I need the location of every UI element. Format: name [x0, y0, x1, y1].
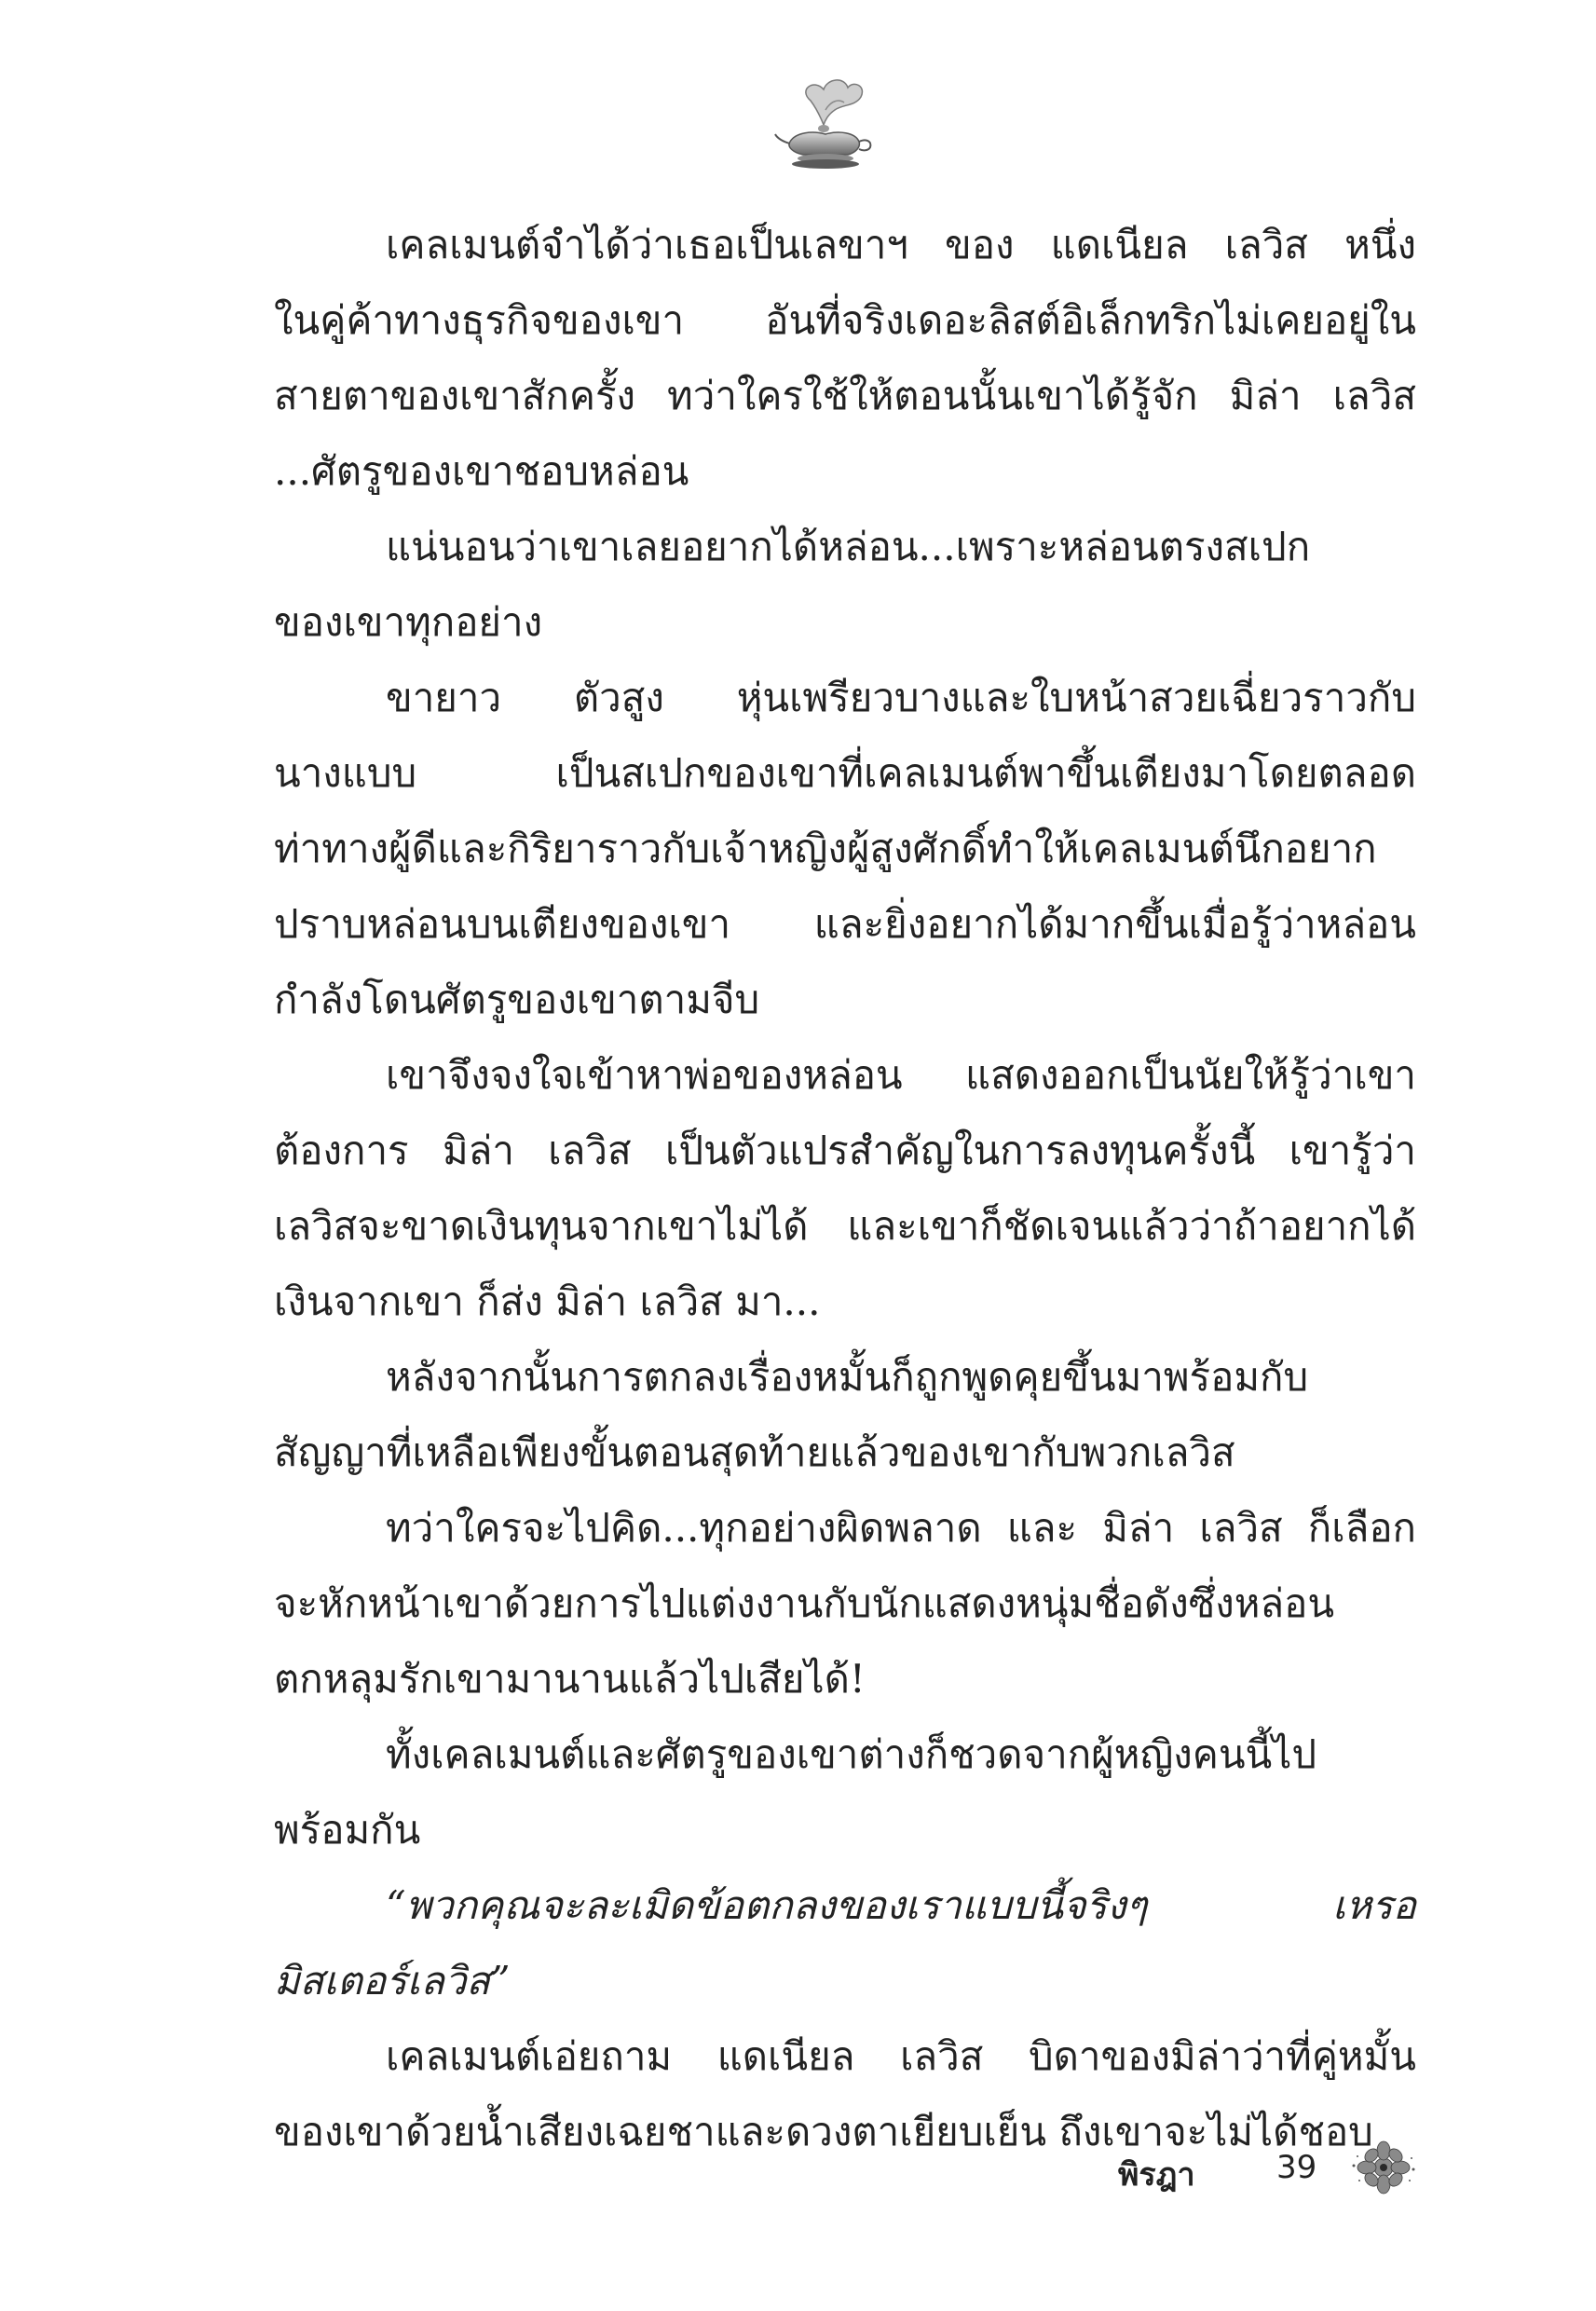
text-line: ตกหลุมรักเขามานานแล้วไปเสียได้! [274, 1656, 866, 1702]
author-name: พิรฎา [1118, 2156, 1195, 2194]
text-line: ขายาว ตัวสูง หุ่นเพรียวบางและใบหน้าสวยเฉี่ยวราวกับ [386, 675, 1416, 720]
lamp-ornament-icon [770, 73, 881, 185]
text-line: แน่นอนว่าเขาเลยอยากได้หล่อน...เพราะหล่อนตรงสเปก [386, 524, 1311, 569]
flower-ornament-icon [1346, 2138, 1421, 2197]
paragraph [274, 1867, 1416, 2018]
text-line: ในคู่ค้าทางธุรกิจของเขา อันที่จริงเดอะลิสต์อิเล็กทริกไม่เคยอยู่ใน [274, 297, 1416, 343]
text-line: ...ศัตรูของเขาชอบหล่อน [274, 448, 689, 494]
text-line: ทั้งเคลเมนต์และศัตรูของเขาต่างก็ชวดจากผู้หญิงคนนี้ไป [386, 1731, 1317, 1777]
paragraph [274, 1339, 1416, 1490]
text-line: สัญญาที่เหลือเพียงขั้นตอนสุดท้ายแล้วของเขากับพวกเลวิส [274, 1429, 1235, 1475]
text-line: เงินจากเขา ก็ส่ง มิล่า เลวิส มา... [274, 1279, 821, 1324]
text-line: ท่าทางผู้ดีและกิริยาราวกับเจ้าหญิงผู้สูงศักดิ์ทำให้เคลเมนต์นึกอยาก [274, 826, 1377, 871]
text-line: หลังจากนั้นการตกลงเรื่องหมั้นก็ถูกพูดคุยขึ้นมาพร้อมกับ [386, 1354, 1309, 1400]
paragraph [274, 1037, 1416, 1339]
text-line: กำลังโดนศัตรูของเขาตามจีบ [274, 977, 760, 1022]
paragraph [274, 509, 1416, 660]
text-line: นางแบบ เป็นสเปกของเขาที่เคลเมนต์พาขึ้นเตียงมาโดยตลอด [274, 750, 1416, 796]
text-line: พร้อมกัน [274, 1807, 421, 1853]
paragraph [274, 660, 1416, 1037]
text-line: เคลเมนต์จำได้ว่าเธอเป็นเลขาฯ ของ แดเนียล เลวิส หนึ่ง [386, 222, 1416, 267]
text-line: เคลเมนต์เอ่ยถาม แดเนียล เลวิส บิดาของมิล่าว่าที่คู่หมั้น [386, 2033, 1416, 2079]
text-line: “พวกคุณจะละเมิดข้อตกลงของเราแบบนี้จริงๆ เหรอ [386, 1882, 1416, 1928]
text-line: ของเขาทุกอย่าง [274, 599, 543, 645]
page-number: 39 [1276, 2149, 1317, 2186]
text-line: ทว่าใครจะไปคิด...ทุกอย่างผิดพลาด และ มิล่า เลวิส ก็เลือก [386, 1505, 1416, 1551]
text-line: สายตาของเขาสักครั้ง ทว่าใครใช้ให้ตอนนั้นเขาได้รู้จัก มิล่า เลวิส [274, 373, 1416, 418]
text-line: มิสเตอร์เลวิส” [274, 1958, 511, 2003]
text-line: เขาจึงจงใจเข้าหาพ่อของหล่อน แสดงออกเป็นนัยให้รู้ว่าเขา [386, 1052, 1416, 1098]
text-line: ต้องการ มิล่า เลวิส เป็นตัวแปรสำคัญในการลงทุนครั้งนี้ เขารู้ว่า [274, 1128, 1416, 1173]
text-line: เลวิสจะขาดเงินทุนจากเขาไม่ได้ และเขาก็ชัดเจนแล้วว่าถ้าอยากได้ [274, 1203, 1416, 1249]
text-line: จะหักหน้าเขาด้วยการไปแต่งงานกับนักแสดงหนุ่มชื่อดังซึ่งหล่อน [274, 1580, 1335, 1626]
page-footer [1044, 2141, 1435, 2216]
paragraph [274, 1490, 1416, 1716]
paragraph [274, 1716, 1416, 1867]
text-line: ปราบหล่อนบนเตียงของเขา และยิ่งอยากได้มากขึ้นเมื่อรู้ว่าหล่อน [274, 901, 1416, 947]
text-line: ของเขาด้วยน้ำเสียงเฉยชาและดวงตาเยียบเย็น ถึงเขาจะไม่ได้ชอบ [274, 2109, 1373, 2154]
body-text [274, 207, 1416, 2169]
paragraph [274, 207, 1416, 509]
